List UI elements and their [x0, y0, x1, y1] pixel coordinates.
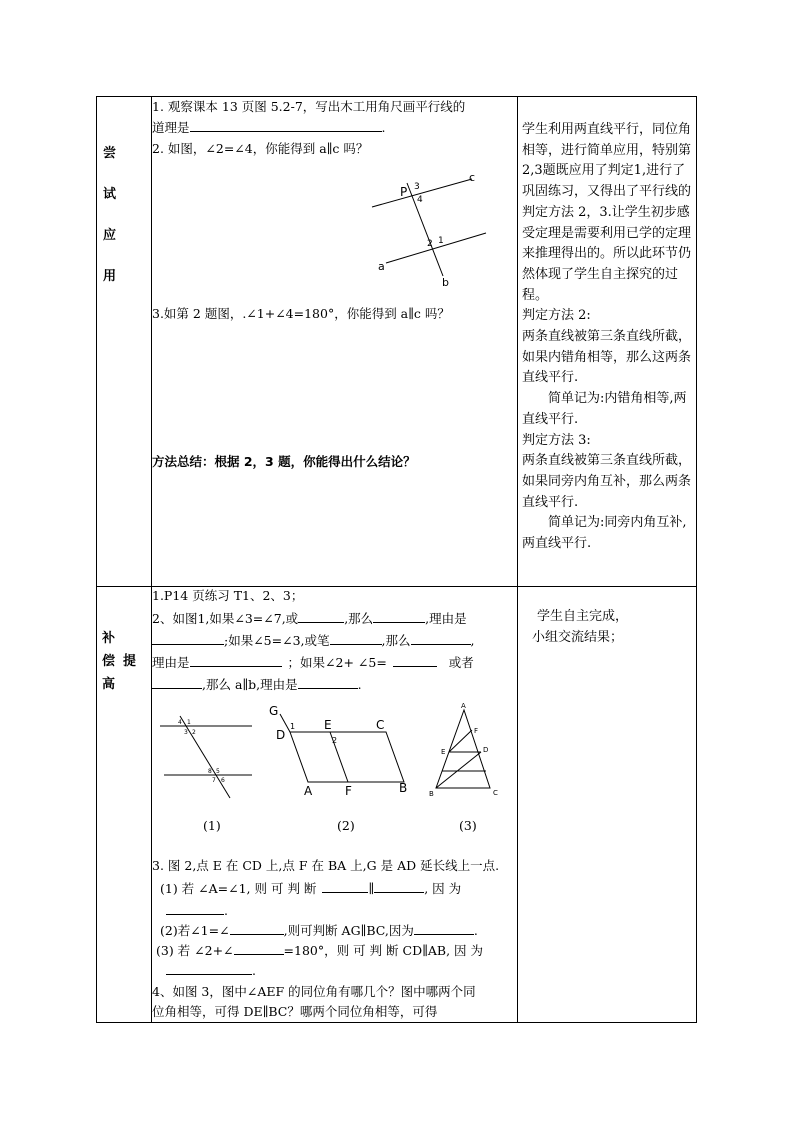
- text: =180°，则 可 判 断 CD∥AB, 因 为: [283, 943, 484, 958]
- figure-label: a: [378, 260, 385, 273]
- answer-blank: [411, 632, 471, 645]
- answer-blank: [166, 902, 224, 915]
- answer-blank: [152, 676, 202, 689]
- notes-line: 小组交流结果；: [532, 630, 624, 645]
- figure-label: 4: [178, 719, 182, 726]
- answer-blank: [230, 922, 284, 935]
- figure-label: G: [269, 704, 279, 718]
- section1-label-char: 应: [103, 228, 117, 243]
- text: (2)若∠1=∠: [160, 923, 230, 938]
- answer-blank: [166, 962, 252, 975]
- figure-label: 2: [332, 736, 338, 745]
- answer-blank: [393, 654, 437, 667]
- answer-blank: [152, 632, 224, 645]
- section2-label-char: 偿: [102, 654, 116, 669]
- question-3-part1: [160, 880, 461, 897]
- text: .: [473, 923, 478, 938]
- figure-label: 3: [414, 182, 420, 192]
- text: .: [252, 963, 256, 978]
- figure-label: F: [345, 784, 352, 798]
- text: ,则可判断 AG∥BC,因为: [283, 923, 414, 938]
- text: , 因 为: [424, 881, 462, 896]
- figure-3-caption: (3): [459, 818, 477, 833]
- figure-label: P: [400, 185, 408, 199]
- question-1-line1: 1. 观察课本 13 页图 5.2-7，写出木工用角尺画平行线的: [152, 99, 466, 114]
- column-divider-2: [517, 97, 518, 1022]
- answer-blank: [373, 610, 425, 623]
- figure-label: c: [469, 171, 476, 184]
- question-1-text: 道理是: [152, 120, 190, 135]
- text: ,那么: [344, 611, 374, 626]
- figure-label: 1: [438, 236, 444, 246]
- exercise-2-line4: [152, 676, 362, 693]
- section1-label-char: 试: [103, 187, 117, 202]
- section1-label-char: 用: [103, 269, 117, 284]
- notes-paragraph: 判定方法 2:: [522, 308, 591, 324]
- exercise-2-line3: [152, 654, 474, 671]
- figure-label: 1: [187, 719, 191, 726]
- text: ,那么: [381, 633, 411, 648]
- question-3-part3: [156, 942, 483, 959]
- notes-paragraph: 简单记为:内错角相等,两直线平行.: [522, 391, 687, 427]
- notes-paragraph: 学生利用两直线平行，同位角相等，进行简单应用，特别第2,3题既应用了判定1,进行了巩固练习，又得出了平行线的判定方法 2，3.让学生初步感受定理是需要利用已学的定理来推理得出的。所以此环节仍然体现了学生自主探究的过程。: [522, 122, 692, 303]
- figure-label: b: [442, 276, 449, 289]
- text: 或者: [448, 655, 474, 670]
- figure-2-parallelogram: [262, 700, 422, 802]
- figure-label: D: [483, 746, 489, 754]
- exercise-2-line2: [152, 632, 474, 649]
- figure-1-parallel-lines: [160, 712, 260, 804]
- answer-blank: [298, 676, 358, 689]
- question-3-part1-cont: [166, 902, 228, 919]
- section2-label-char: 补: [102, 631, 116, 646]
- figure-label: A: [304, 784, 313, 798]
- exercise-1: 1.P14 页练习 T1、2、3；: [152, 588, 304, 603]
- answer-blank: [190, 119, 382, 132]
- text: .: [224, 903, 228, 918]
- text: ,那么 a∥b,理由是: [202, 677, 298, 692]
- text: ；如果∠2+ ∠5=: [287, 655, 387, 670]
- figure-label: C: [376, 718, 385, 732]
- text: .: [357, 677, 362, 692]
- column-divider-1: [151, 97, 152, 1022]
- answer-blank: [234, 942, 284, 955]
- section1-label-char: 尝: [103, 146, 117, 161]
- question-3: 3.如第 2 题图，.∠1+∠4=180°，你能得到 a∥c 吗？: [152, 306, 450, 321]
- figure-label: 1: [290, 722, 296, 731]
- text: 2、如图1,如果∠3=∠7,或: [152, 611, 299, 626]
- method-summary: 方法总结：根据 2，3 题，你能得出什么结论？: [152, 454, 416, 469]
- figure-transversal: [360, 165, 500, 295]
- answer-blank: [374, 880, 424, 893]
- section2-label-char: 提: [123, 654, 137, 669]
- figure-label: B: [399, 781, 408, 795]
- figure-2-caption: (2): [337, 818, 355, 833]
- figure-label: 3: [184, 729, 188, 736]
- notes-paragraph: 判定方法 3:: [522, 432, 591, 448]
- section2-label-char: 高: [102, 677, 116, 692]
- figure-label: E: [324, 718, 332, 732]
- answer-blank: [330, 632, 382, 645]
- figure-label: C: [493, 789, 498, 797]
- figure-label: 2: [427, 239, 433, 249]
- text: (3) 若 ∠2+∠: [156, 943, 234, 958]
- answer-blank: [414, 922, 474, 935]
- text: 理由是: [152, 655, 190, 670]
- question-4-line2: 位角相等，可得 DE∥BC？哪两个同位角相等，可得: [152, 1004, 438, 1019]
- question-3-intro: 3. 图 2,点 E 在 CD 上,点 F 在 BA 上,G 是 AD 延长线上一点.: [152, 858, 500, 873]
- text: (1) 若 ∠A=∠1, 则 可 判 断: [160, 881, 317, 896]
- figure-label: 5: [216, 768, 220, 775]
- figure-1-caption: (1): [203, 818, 221, 833]
- question-4-line1: 4、如图 3，图中∠AEF 的同位角有哪几个？图中哪两个同: [152, 984, 476, 999]
- answer-blank: [190, 654, 282, 667]
- row-divider: [97, 586, 696, 587]
- answer-blank: [298, 610, 344, 623]
- question-1-end: .: [381, 120, 386, 135]
- figure-label: D: [276, 728, 286, 742]
- notes-paragraph: 简单记为:同旁内角互补,两直线平行.: [522, 515, 687, 552]
- notes-paragraph: 两条直线被第三条直线所截，如果同旁内角互补，那么两条直线平行.: [522, 453, 692, 510]
- question-3-part3-cont: [166, 962, 256, 979]
- text: ,理由是: [425, 611, 467, 626]
- figure-label: 8: [208, 768, 212, 775]
- question-2: 2. 如图，∠2=∠4，你能得到 a∥c 吗？: [152, 141, 369, 156]
- figure-3-triangle: [426, 700, 506, 802]
- figure-label: 2: [192, 729, 196, 736]
- figure-label: 4: [417, 195, 423, 205]
- figure-label: A: [461, 702, 466, 710]
- figure-label: F: [474, 727, 479, 735]
- figure-label: 6: [221, 777, 225, 784]
- text: ∥: [368, 881, 375, 896]
- text: ,: [470, 633, 475, 648]
- notes-paragraph: 两条直线被第三条直线所截，如果内错角相等，那么这两条直线平行.: [522, 329, 692, 386]
- section1-notes: [522, 120, 694, 555]
- figure-label: B: [429, 790, 434, 798]
- figure-label: E: [441, 748, 446, 756]
- question-3-part2: [160, 922, 478, 939]
- notes-line: 学生自主完成，: [537, 609, 629, 624]
- answer-blank: [322, 880, 368, 893]
- exercise-2-line1: [152, 610, 467, 627]
- text: ;如果∠5=∠3,或笔: [224, 633, 330, 648]
- question-1-line2: [152, 119, 386, 136]
- figure-label: 7: [212, 777, 216, 784]
